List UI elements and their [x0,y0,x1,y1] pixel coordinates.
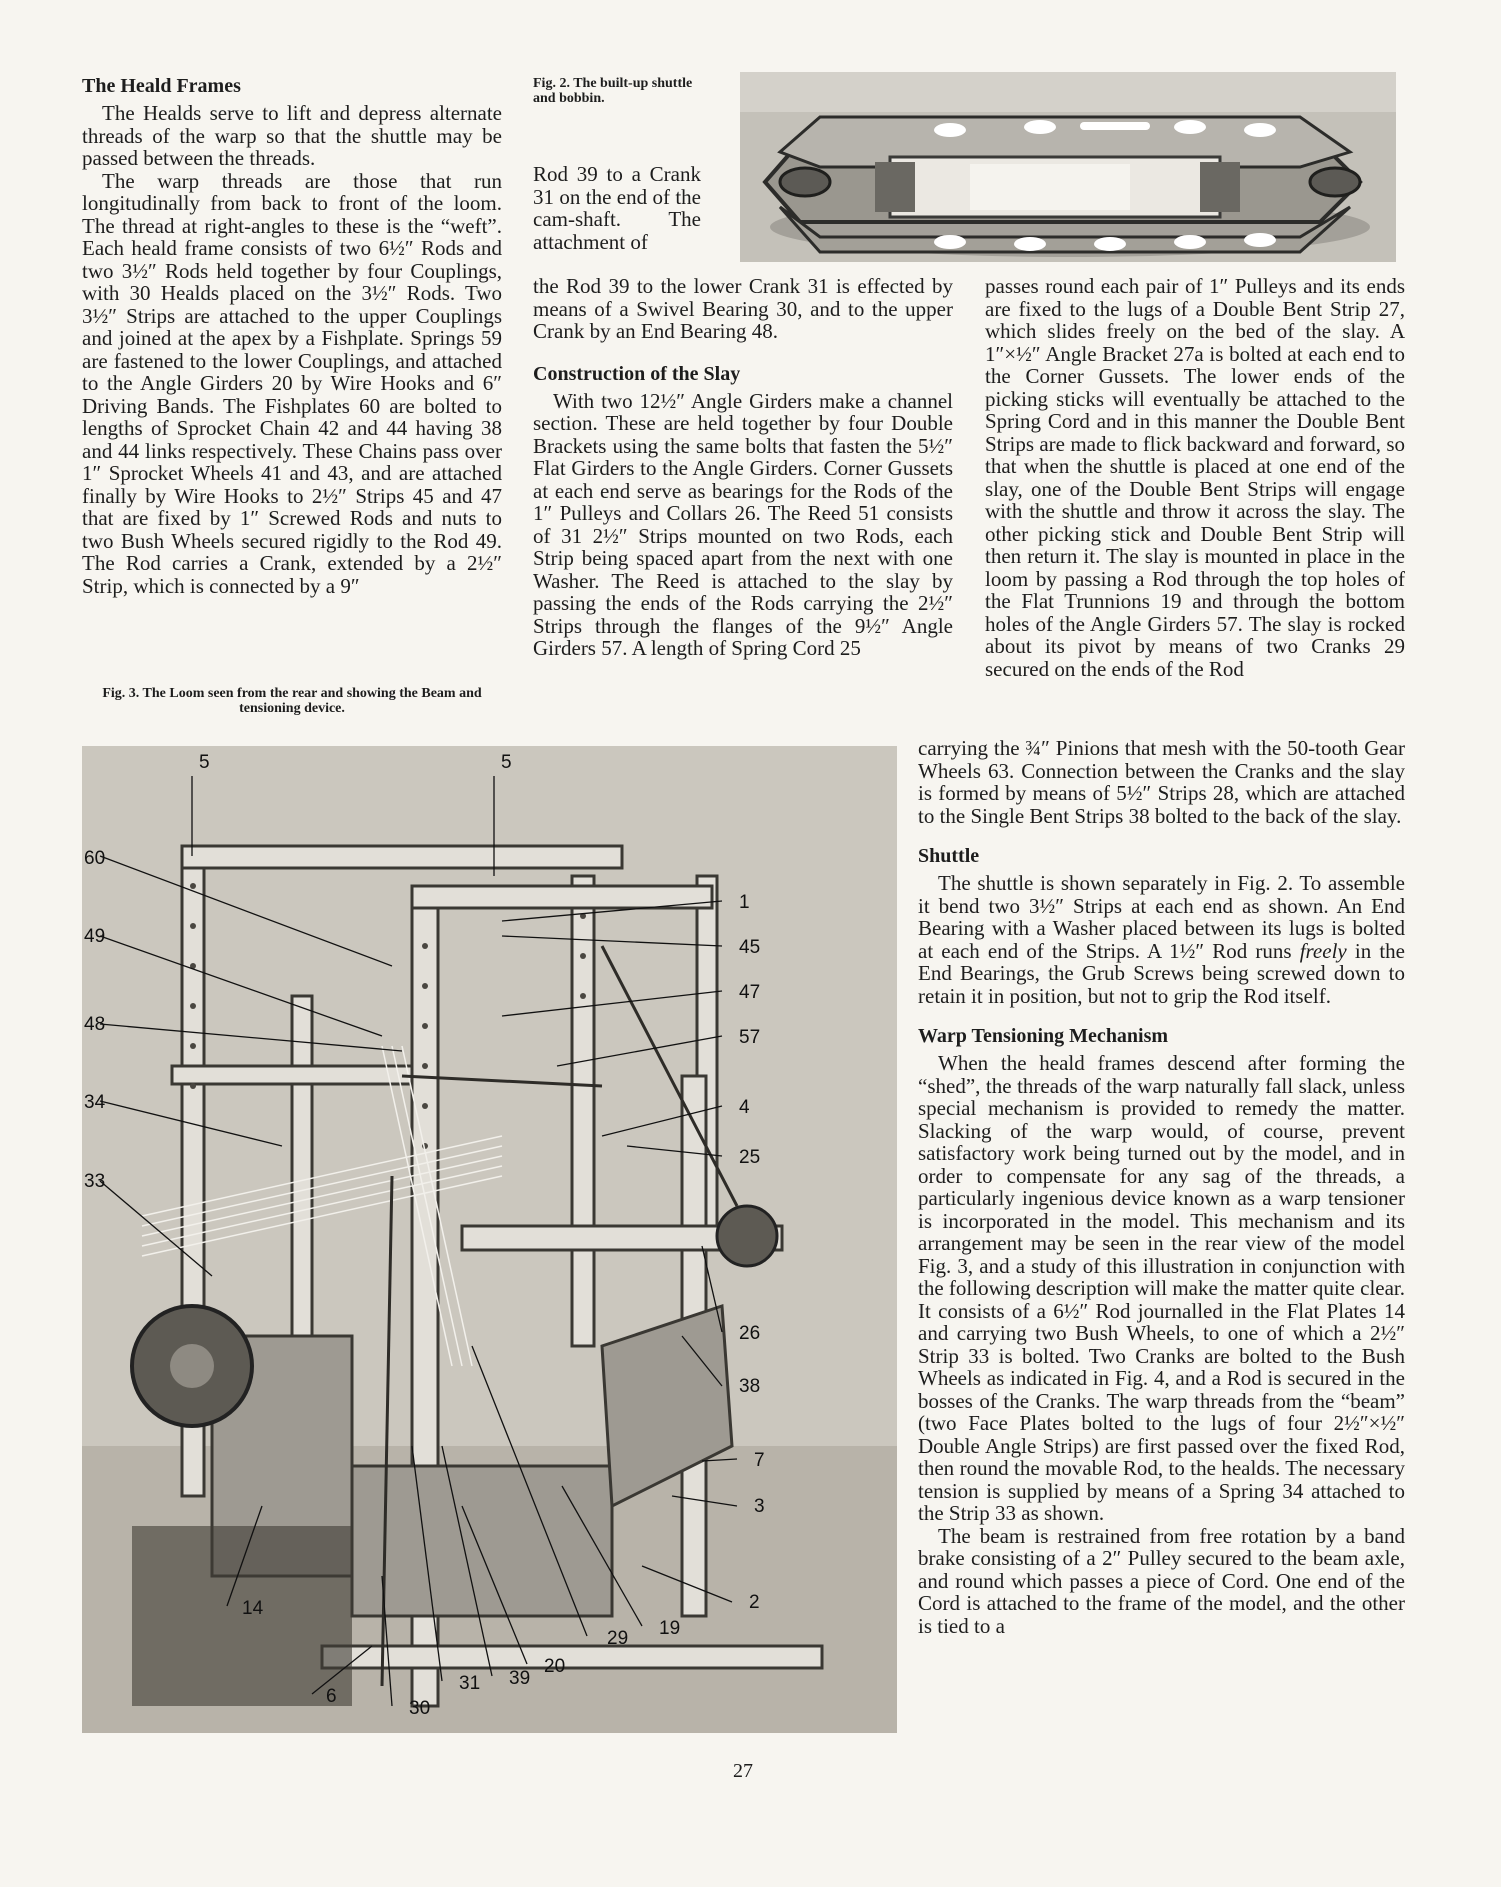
callout-label-45: 45 [739,937,761,958]
warp-heading: Warp Tensioning Mechanism [918,1025,1169,1047]
slay-paragraph: With two 12½″ Angle Girders make a channel section. These are held together by four Double Brackets using the same bolts that fasten the 5½″ Flat Girders to the Angle Girders. Corner Gussets at each end serve as bearings for the Rods of the 1″ Pulleys and Collars 26. The Reed 51 consists of 31 2½″ Strips mounted on two Rods, each Strip being spaced apart from the next with one Washer. The Reed is attached to the slay by passing the ends of the Rods carrying the 2½″ Strips through the flanges of the 9½″ Angle Girders 57. A length of Spring Cord 25 [533,388,953,660]
heald-frames-section [82,75,502,597]
callout-label-14: 14 [242,1598,264,1619]
fig3-caption: Fig. 3. The Loom seen from the rear and showing the Beam and tensioning device. [102,686,482,716]
shuttle-heading: Shuttle [918,845,980,867]
fig3-loom-photo [82,746,897,1733]
fig2-caption-block [533,76,711,106]
callout-label-39: 39 [509,1668,531,1689]
shuttle-illustration [740,72,1396,262]
callout-label-30: 30 [409,1698,431,1719]
slay-heading: Construction of the Slay [533,362,741,385]
callout-label-3: 3 [754,1496,765,1517]
warp-paragraph-1: When the heald frames descend after forming the “shed”, the threads of the warp naturally fall slack, unless special mechanism is provided to remedy the matter. Slacking of the warp would, of course, prevent satisfactory work being turned out by the model, and in order to compensate for any sag of the threads, a particularly ingenious device known as a warp tensioner is incorporated in the model. This mechanism and its arrangement may be seen in the rear view of the model Fig. 3, and a study of this illustration in conjunction with the following description will make the matter quite clear. It consists of a 6½″ Rod journalled in the Flat Plates 14 and carrying two Bush Wheels, to one of which a 2½″ Strip 33 is bolted. Two Cranks are bolted to the Bush Wheels as indicated in Fig. 4, and a Rod is secured in the bosses of the Cranks. The warp threads from the “beam” (two Face Plates bolted to the lugs of four 2½″×½″ Double Angle Strips) are first passed over the fixed Rod, then round the movable Rod, to the healds. The necessary tension is supplied by means of a Spring 34 attached to the Strip 33 as shown. [918,1051,1405,1525]
callout-label-48: 48 [84,1014,106,1035]
fig2-shuttle-photo [740,72,1396,262]
fig2-caption: Fig. 2. The built-up shuttle and bobbin. [533,76,693,106]
callout-label-38: 38 [739,1376,761,1397]
callout-label-33: 33 [84,1171,106,1192]
heald-frames-paragraph-1: The Healds serve to lift and depress alternate threads of the warp so that the shuttle may be passed between the threads. [82,101,502,170]
callout-label-20: 20 [544,1656,566,1677]
right-top-text: passes round each pair of 1″ Pulleys and its ends are fixed to the lugs of a Double Bent Strip 27, which slides freely on the bed of the slay. A 1″×½″ Angle Bracket 27a is bolted at each end to the Corner Gussets. The lower ends of the picking sticks will eventually be attached to the Spring Cord and in this manner the Double Bent Strips are made to flick backward and forward, so that when the shuttle is placed at one end of the slay, one of the Double Bent Strips will engage with the shuttle and throw it across the slay. The other picking stick and Double Bent Strip will then return it. The slay is mounted in place in the loom by passing a Rod through the top holes of the Flat Trunnions 19 and through the bottom holes of the Angle Girders 57. The slay is rocked about its pivot by means of two Cranks 29 secured on the ends of the Rod [985,274,1405,681]
fig3-caption-block [82,686,502,716]
callout-label-25: 25 [739,1147,761,1168]
mid-narrow-text: Rod 39 to a Crank 31 on the end of the cam-shaft. The attachment of [533,162,701,254]
right-wide-text: carrying the ¾″ Pinions that mesh with the 50-tooth Gear Wheels 63. Connection between the Cranks and the slay is formed by means of 5½″ Strips 28, which are attached to the Single Bent Strips 38 bolted to the back of the slay. [918,736,1405,828]
callout-label-60: 60 [84,848,106,869]
heald-frames-paragraph-2: The warp threads are those that run longitudinally from back to front of the loom. The thread at right-angles to these is the “weft”. Each heald frame consists of two 6½″ Rods and two 3½″ Rods held together by four Couplings, with 30 Healds placed on the 3½″ Rods. Two 3½″ Strips are attached to the upper Couplings and joined at the apex by a Fishplate. Springs 59 are fastened to the lower Couplings, and attached to the Angle Girders 20 by Wire Hooks and 6″ Driving Bands. The Fishplates 60 are bolted to lengths of Sprocket Chain 42 and 44 having 38 and 44 links respectively. These Chains pass over 1″ Sprocket Wheels 41 and 43, and are attached finally by Wire Hooks to 2½″ Strips 45 and 47 that are fixed by 1″ Screwed Rods and nuts to two Bush Wheels secured rigidly to the Rod 49. The Rod carries a Crank, extended by a 2½″ Strip, which is connected by a 9″ [82,168,502,598]
heald-frames-heading: The Heald Frames [82,75,241,97]
callout-label-34: 34 [84,1092,106,1113]
page-number: 27 [733,1760,753,1782]
callout-label-4: 4 [739,1097,750,1118]
shuttle-text-italic: freely [1299,938,1347,963]
callout-label-6: 6 [326,1686,337,1707]
callout-label-57: 57 [739,1027,761,1048]
callout-label-7: 7 [754,1450,765,1471]
mid-continuation-text: the Rod 39 to the lower Crank 31 is effected by means of a Swivel Bearing 30, and to the upper Crank by an End Bearing 48. [533,274,953,343]
callout-label-5: 5 [199,752,210,773]
callout-label-5: 5 [501,752,512,773]
mid-narrow-text-block [533,163,701,253]
warp-paragraph-2: The beam is restrained from free rotation by a band brake consisting of a 2″ Pulley secured to the beam axle, and round which passes a piece of Cord. One end of the Cord is attached to the frame of the model, and the other is tied to a [918,1523,1405,1638]
callout-label-1: 1 [739,892,750,913]
callout-label-19: 19 [659,1618,681,1639]
shuttle-text-after: in the End Bearings, the Grub Screws being screwed down to retain it in position, but not to grip the Rod itself. [918,938,1405,1008]
right-column-lower [918,737,1405,1637]
mid-column [533,275,953,660]
shuttle-paragraph [918,872,1405,1007]
callout-label-31: 31 [459,1673,481,1694]
callout-label-29: 29 [607,1628,629,1649]
loom-labels [82,746,897,1733]
callout-label-49: 49 [84,926,106,947]
right-column-top [985,275,1405,680]
shuttle-text-before: The shuttle is shown separately in Fig. 2. To assemble it bend two 3½″ Strips at each end as shown. An End Bearing with a Washer placed between its lugs is bolted at each end of the Strips. A 1½″ Rod runs [918,871,1405,963]
callout-label-2: 2 [749,1592,760,1613]
callout-label-47: 47 [739,982,761,1003]
callout-label-26: 26 [739,1323,761,1344]
